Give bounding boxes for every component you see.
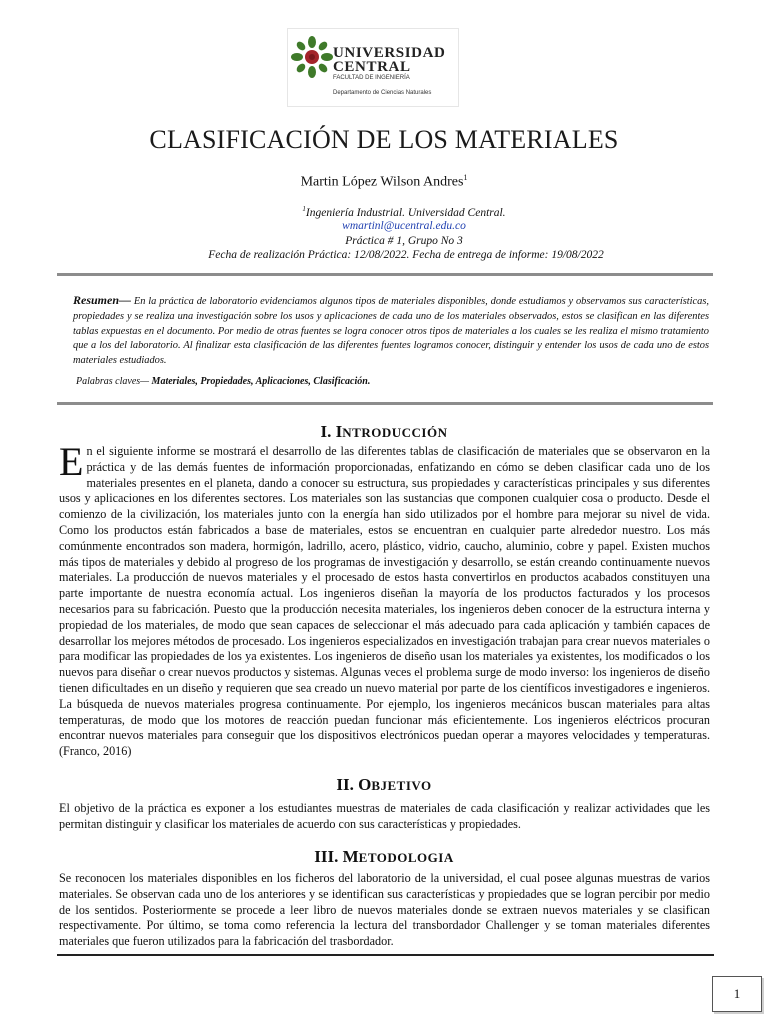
affiliation-line: [0, 205, 768, 219]
abstract-label: Resumen—: [73, 293, 132, 307]
section-heading-introduccion: [0, 422, 768, 442]
section-text-introduccion: [59, 439, 710, 760]
keywords: [76, 376, 370, 387]
section-heading-objetivo: [0, 775, 768, 795]
page-number: 1: [712, 976, 762, 1012]
section-number: II.: [336, 775, 354, 794]
affiliation-superscript: 1: [302, 205, 306, 213]
logo-university-name: [333, 46, 445, 74]
keywords-label: Palabras claves—: [76, 376, 150, 387]
university-logo: [287, 28, 459, 107]
divider-top: [57, 273, 713, 276]
divider-abstract: [57, 402, 713, 405]
section-title-initial: O: [358, 775, 372, 794]
dropcap-letter: E: [59, 439, 84, 484]
logo-department: Departamento de Ciencias Naturales: [333, 90, 432, 96]
practice-info: Práctica # 1, Grupo No 3: [345, 235, 463, 247]
section-text-metodologia: Se reconocen los materiales disponibles en los ficheros del laboratorio de la universidad, el cual posee algunas muestras de varios materiales. Se observan cada uno de los anteriores y se identifican sus características y propiedades que se logran percibir por medio de los sentidos. Posteriormente se procede a leer libro de nuevos materiales donde se extraen nuevos materiales y se clasifican respectivamente. Por último, se toma como referencia la lectura del transbordador Challenger y se toman materiales diferentes materiales que fueron utilizados para la fabricación del trasbordador.: [59, 871, 710, 949]
abstract-text: En la práctica de laboratorio evidenciamos algunos tipos de materiales disponibles, donde estudiamos y observamos sus características, propiedades y se realiza una investigación sobre los usos y aplicaciones de cada uno de los materiales observados, estos se clasifican en las diferentes tablas expuestas en el documento. Por medio de otras fuentes se logra conocer otros tipos de materiales a los cuales se les realiza el mismo tratamiento que a los del laboratorio. Al finalizar esta clasificación de las diferentes fuentes logramos conocer, distinguir y entender los usos de cada uno de estos materiales estudiados.: [73, 296, 709, 367]
paper-title: CLASIFICACIÓN DE LOS MATERIALES: [149, 125, 619, 154]
section-title-rest: ETODOLOGIA: [358, 850, 454, 865]
introduccion-body: n el siguiente informe se mostrará el desarrollo de las diferentes tablas de clasificación de materiales que se observaron en la práctica y de las demás fuentes de información proporcionadas, enfatizando en cómo se deben clasificar cada uno de los materiales presentes en el planeta, dando a conocer su estructura, sus propiedades y características principales y sus diferentes usos y aplicaciones en los diferentes sectores. Los materiales son las sustancias que componen cualquier cosa o producto. Desde el comienzo de la civilización, los materiales junto con la energía han sido utilizados por el hombre para mejorar su nivel de vida. Como los productos están fabricados a base de materiales, estos se encuentran en cualquier parte alrededor nuestro. Los más comúnmente encontrados son madera, hormigón, ladrillo, acero, plástico, vidrio, caucho, aluminio, cobre y papel. Existen muchos más tipos de materiales y debido al progreso de los programas de investigación y desarrollo, se están creando continuamente nuevos materiales. La producción de nuevos materiales y el procesado de estos hasta convertirlos en productos acabados constituyen una parte importante de nuestra economía actual. Los ingenieros diseñan la mayoría de los productos facturados y los procesos necesarios para su fabricación. Puesto que la producción necesita materiales, los ingenieros deben conocer de la estructura interna y propiedad de los materiales, de modo que sean capaces de seleccionar el más adecuado para cada aplicación y también capaces de desarrollar los mejores métodos de procesado. Los ingenieros especializados en investigación trabajan para crear nuevos materiales o para modificar las propiedades de los ya existentes. Los ingenieros de diseño usan los materiales ya existentes, los modificados o los nuevos para diseñar o crear nuevos productos y sistemas. Algunas veces el problema surge de modo inverso: los ingenieros de diseño tienen dificultades en un diseño y requieren que sea creado un nuevo material por parte de los científicos investigadores e ingenieros. La búsqueda de nuevos materiales progresa continuamente. Por ejemplo, los ingenieros mecánicos buscan materiales para altas temperaturas, de modo que los motores de reacción puedan funcionar más eficientemente. Los ingenieros eléctricos procuran encontrar nuevos materiales para conseguir que los dispositivos electrónicos puedan operar a mayores velocidades y temperaturas. (Franco, 2016): [59, 444, 710, 759]
section-title-initial: I: [335, 422, 343, 441]
affiliation: Ingeniería Industrial. Universidad Central.: [305, 206, 506, 219]
abstract: [73, 293, 709, 369]
section-heading-metodologia: [0, 847, 768, 867]
logo-name-line2: CENTRAL: [333, 59, 411, 75]
logo-name-line1: UNIVERSIDAD: [333, 45, 446, 61]
section-title-rest: NTRODUCCIÓN: [342, 425, 448, 440]
author-superscript: 1: [463, 173, 468, 182]
divider-bottom: [57, 954, 714, 956]
section-text-objetivo: El objetivo de la práctica es exponer a los estudiantes muestras de materiales de cada clasificación y realizar actividades que les permitan distinguir y clasificar los materiales de acuerdo con sus características y propiedades.: [59, 801, 710, 831]
section-number: III.: [314, 847, 339, 866]
section-title-rest: BJETIVO: [371, 778, 432, 793]
logo-faculty: FACULTAD DE INGENIERÍA: [333, 75, 410, 81]
keywords-text: Materiales, Propiedades, Aplicaciones, Clasificación.: [151, 376, 371, 387]
university-emblem-icon: [290, 35, 334, 79]
section-title-initial: M: [342, 847, 359, 866]
section-number: I.: [320, 422, 332, 441]
author-email[interactable]: wmartinl@ucentral.edu.co: [342, 220, 466, 232]
author-name: Martin López Wilson Andres: [300, 174, 464, 190]
author-line: [0, 173, 768, 191]
practice-dates: Fecha de realización Práctica: 12/08/2022. Fecha de entrega de informe: 19/08/2022: [208, 249, 604, 261]
